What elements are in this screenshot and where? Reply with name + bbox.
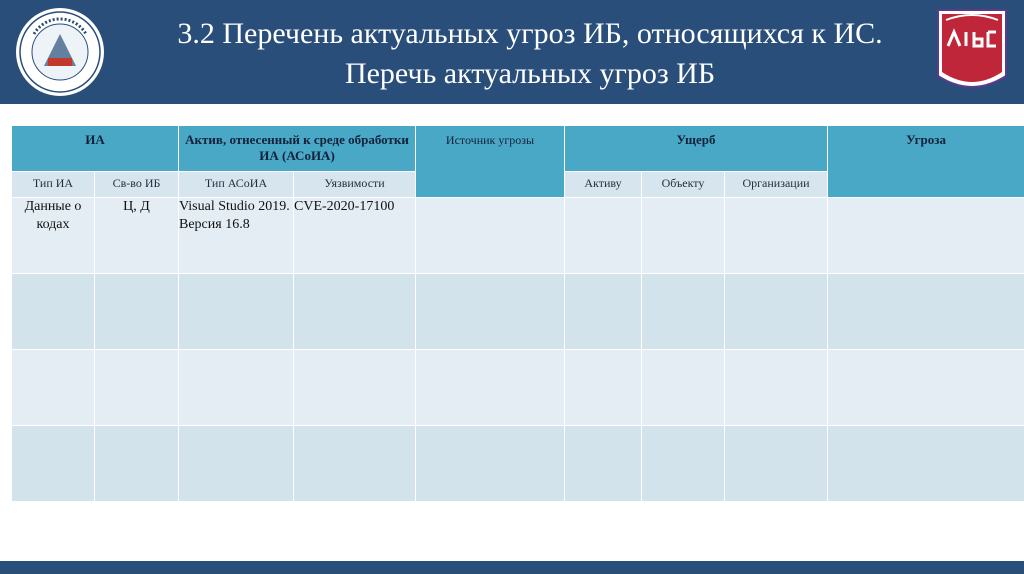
subheader-vulnerabilities: Уязвимости xyxy=(294,172,416,198)
cell-threat xyxy=(828,426,1024,502)
cell-to-org xyxy=(725,198,828,274)
header-threat: Угроза xyxy=(828,126,1024,198)
cell-ia-type xyxy=(12,274,95,350)
cell-vulnerabilities xyxy=(294,426,416,502)
subheader-ia-type: Тип ИА xyxy=(12,172,95,198)
header-ia: ИА xyxy=(12,126,179,172)
cell-ib-property xyxy=(95,350,179,426)
cell-vulnerabilities xyxy=(294,350,416,426)
cell-to-object xyxy=(642,198,725,274)
cell-ia-type xyxy=(12,350,95,426)
header-asset: Актив, отнесенный к среде обработки ИА (АСоИА) xyxy=(179,126,416,172)
cell-threat xyxy=(828,350,1024,426)
cell-ib-property xyxy=(95,274,179,350)
subheader-to-org: Организации xyxy=(725,172,828,198)
cell-vulnerabilities: CVE-2020-17100 xyxy=(294,198,416,274)
cell-to-object xyxy=(642,426,725,502)
cell-asoia-type xyxy=(179,274,294,350)
subheader-to-object: Объекту xyxy=(642,172,725,198)
slide-header xyxy=(0,0,1024,104)
cell-ia-type: Данные о кодах xyxy=(12,198,95,274)
cell-threat xyxy=(828,198,1024,274)
iabs-logo-icon xyxy=(934,6,1010,98)
cell-to-org xyxy=(725,350,828,426)
header-row-1 xyxy=(12,126,1024,172)
cell-to-object xyxy=(642,274,725,350)
cell-asoia-type xyxy=(179,426,294,502)
header-source: Источник угрозы xyxy=(416,126,565,198)
table-row xyxy=(12,198,1024,274)
cell-to-asset xyxy=(565,198,642,274)
table-row xyxy=(12,274,1024,350)
table-row xyxy=(12,350,1024,426)
cell-to-org xyxy=(725,426,828,502)
slide-title xyxy=(100,14,960,94)
title-line-1: 3.2 Перечень актуальных угроз ИБ, относящихся к ИС. xyxy=(177,17,883,50)
subheader-ib-property: Св-во ИБ xyxy=(95,172,179,198)
subheader-to-asset: Активу xyxy=(565,172,642,198)
cell-source xyxy=(416,274,565,350)
cell-threat xyxy=(828,274,1024,350)
cell-source xyxy=(416,350,565,426)
cell-to-asset xyxy=(565,350,642,426)
cell-ib-property: Ц, Д xyxy=(95,198,179,274)
cell-to-object xyxy=(642,350,725,426)
university-emblem-icon xyxy=(14,6,106,98)
cell-vulnerabilities xyxy=(294,274,416,350)
cell-to-asset xyxy=(565,426,642,502)
cell-asoia-type: Visual Studio 2019. Версия 16.8 xyxy=(179,198,294,274)
table-row xyxy=(12,426,1024,502)
cell-source xyxy=(416,198,565,274)
cell-to-org xyxy=(725,274,828,350)
header-damage: Ущерб xyxy=(565,126,828,172)
cell-asoia-type xyxy=(179,350,294,426)
threats-table xyxy=(11,125,1024,502)
cell-to-asset xyxy=(565,274,642,350)
cell-ib-property xyxy=(95,426,179,502)
cell-ia-type xyxy=(12,426,95,502)
subheader-asoia-type: Тип АСоИА xyxy=(179,172,294,198)
title-line-2: Перечь актуальных угроз ИБ xyxy=(344,57,716,90)
footer-bar xyxy=(0,561,1024,574)
cell-source xyxy=(416,426,565,502)
